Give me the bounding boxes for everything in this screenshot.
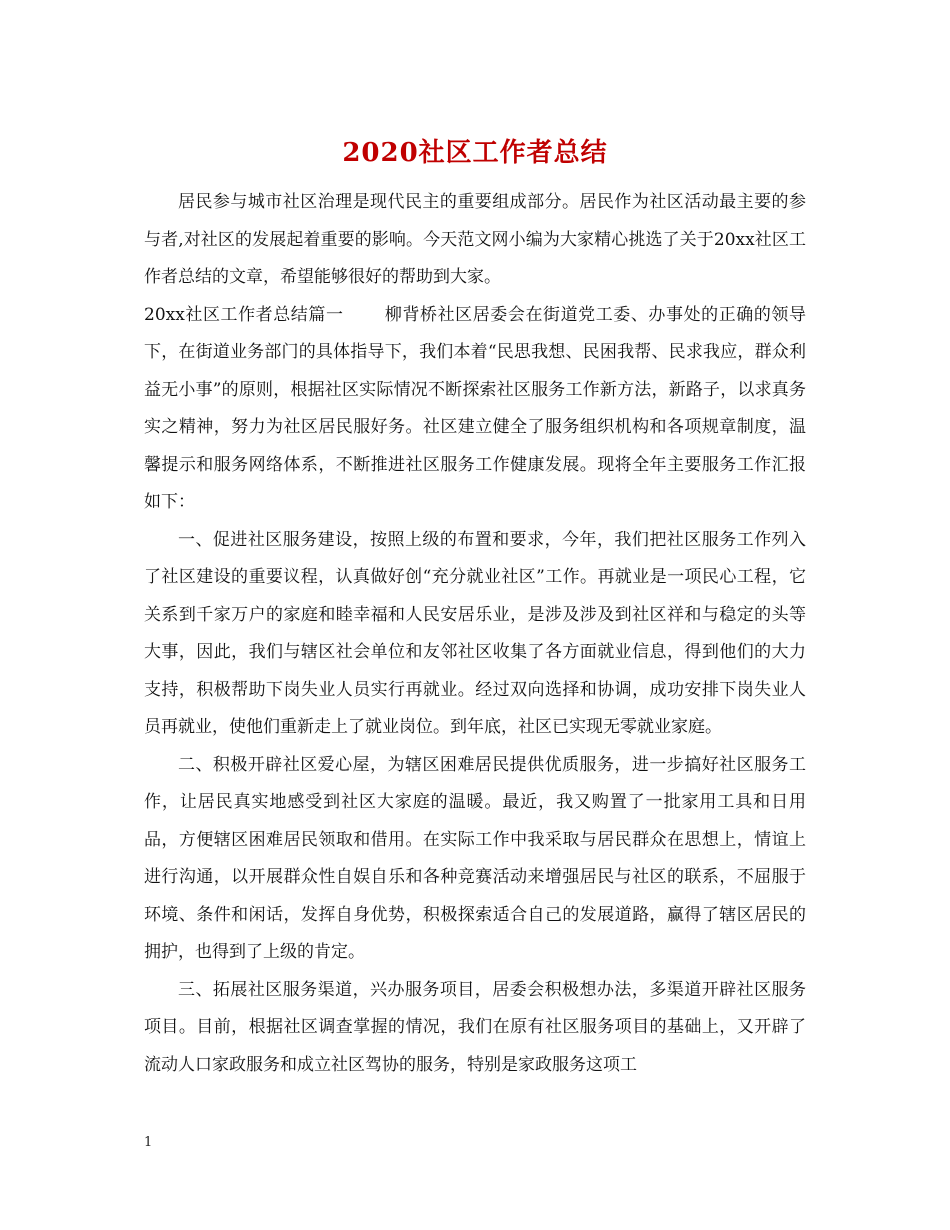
- intro-paragraph: 居民参与城市社区治理是现代民主的重要组成部分。居民作为社区活动最主要的参与者,对社区的发展起着重要的影响。今天范文网小编为大家精心挑选了关于20xx社区工作者总结的文章，希望能够很好的帮助到大家。: [144, 192, 806, 287]
- document-body: [144, 184, 806, 1084]
- section-text: 柳背桥社区居委会在街道党工委、办事处的正确的领导下，在街道业务部门的具体指导下，我们本着“民思我想、民困我帮、民求我应，群众利益无小事”的原则，根据社区实际情况不断探索社区服务工作新方法，新路子，以求真务实之精神，努力为社区居民服好务。社区建立健全了服务组织机构和各项规章制度，温馨提示和服务网络体系，不断推进社区服务工作健康发展。现将全年主要服务工作汇报如下：: [144, 304, 806, 512]
- section-paragraph: [144, 297, 806, 522]
- paragraph-point-two: 二、积极开辟社区爱心屋，为辖区困难居民提供优质服务，进一步搞好社区服务工作，让居民真实地感受到社区大家庭的温暖。最近，我又购置了一批家用工具和日用品，方便辖区困难居民领取和借用。在实际工作中我采取与居民群众在思想上，情谊上进行沟通，以开展群众性自娱自乐和各种竞赛活动来增强居民与社区的联系，不屈服于环境、条件和闲话，发挥自身优势，积极探索适合自己的发展道路，赢得了辖区居民的拥护，也得到了上级的肯定。: [144, 754, 806, 962]
- page-number: 1: [144, 1135, 153, 1150]
- document-title: 2020社区工作者总结: [342, 138, 608, 168]
- paragraph-point-three: 三、拓展社区服务渠道，兴办服务项目，居委会积极想办法，多渠道开辟社区服务项目。目前，根据社区调查掌握的情况，我们在原有社区服务项目的基础上，又开辟了流动人口家政服务和成立社区驾协的服务，特别是家政服务这项工: [144, 979, 806, 1075]
- section-heading: 20xx社区工作者总结篇一: [144, 304, 344, 325]
- paragraph-point-one: 一、促进社区服务建设，按照上级的布置和要求，今年，我们把社区服务工作列入了社区建设的重要议程，认真做好创“充分就业社区”工作。再就业是一项民心工程，它关系到千家万户的家庭和睦幸福和人民安居乐业，是涉及涉及到社区祥和与稳定的头等大事，因此，我们与辖区社会单位和友邻社区收集了各方面就业信息，得到他们的大力支持，积极帮助下岗失业人员实行再就业。经过双向选择和协调，成功安排下岗失业人员再就业，使他们重新走上了就业岗位。到年底，社区已实现无零就业家庭。: [144, 529, 806, 737]
